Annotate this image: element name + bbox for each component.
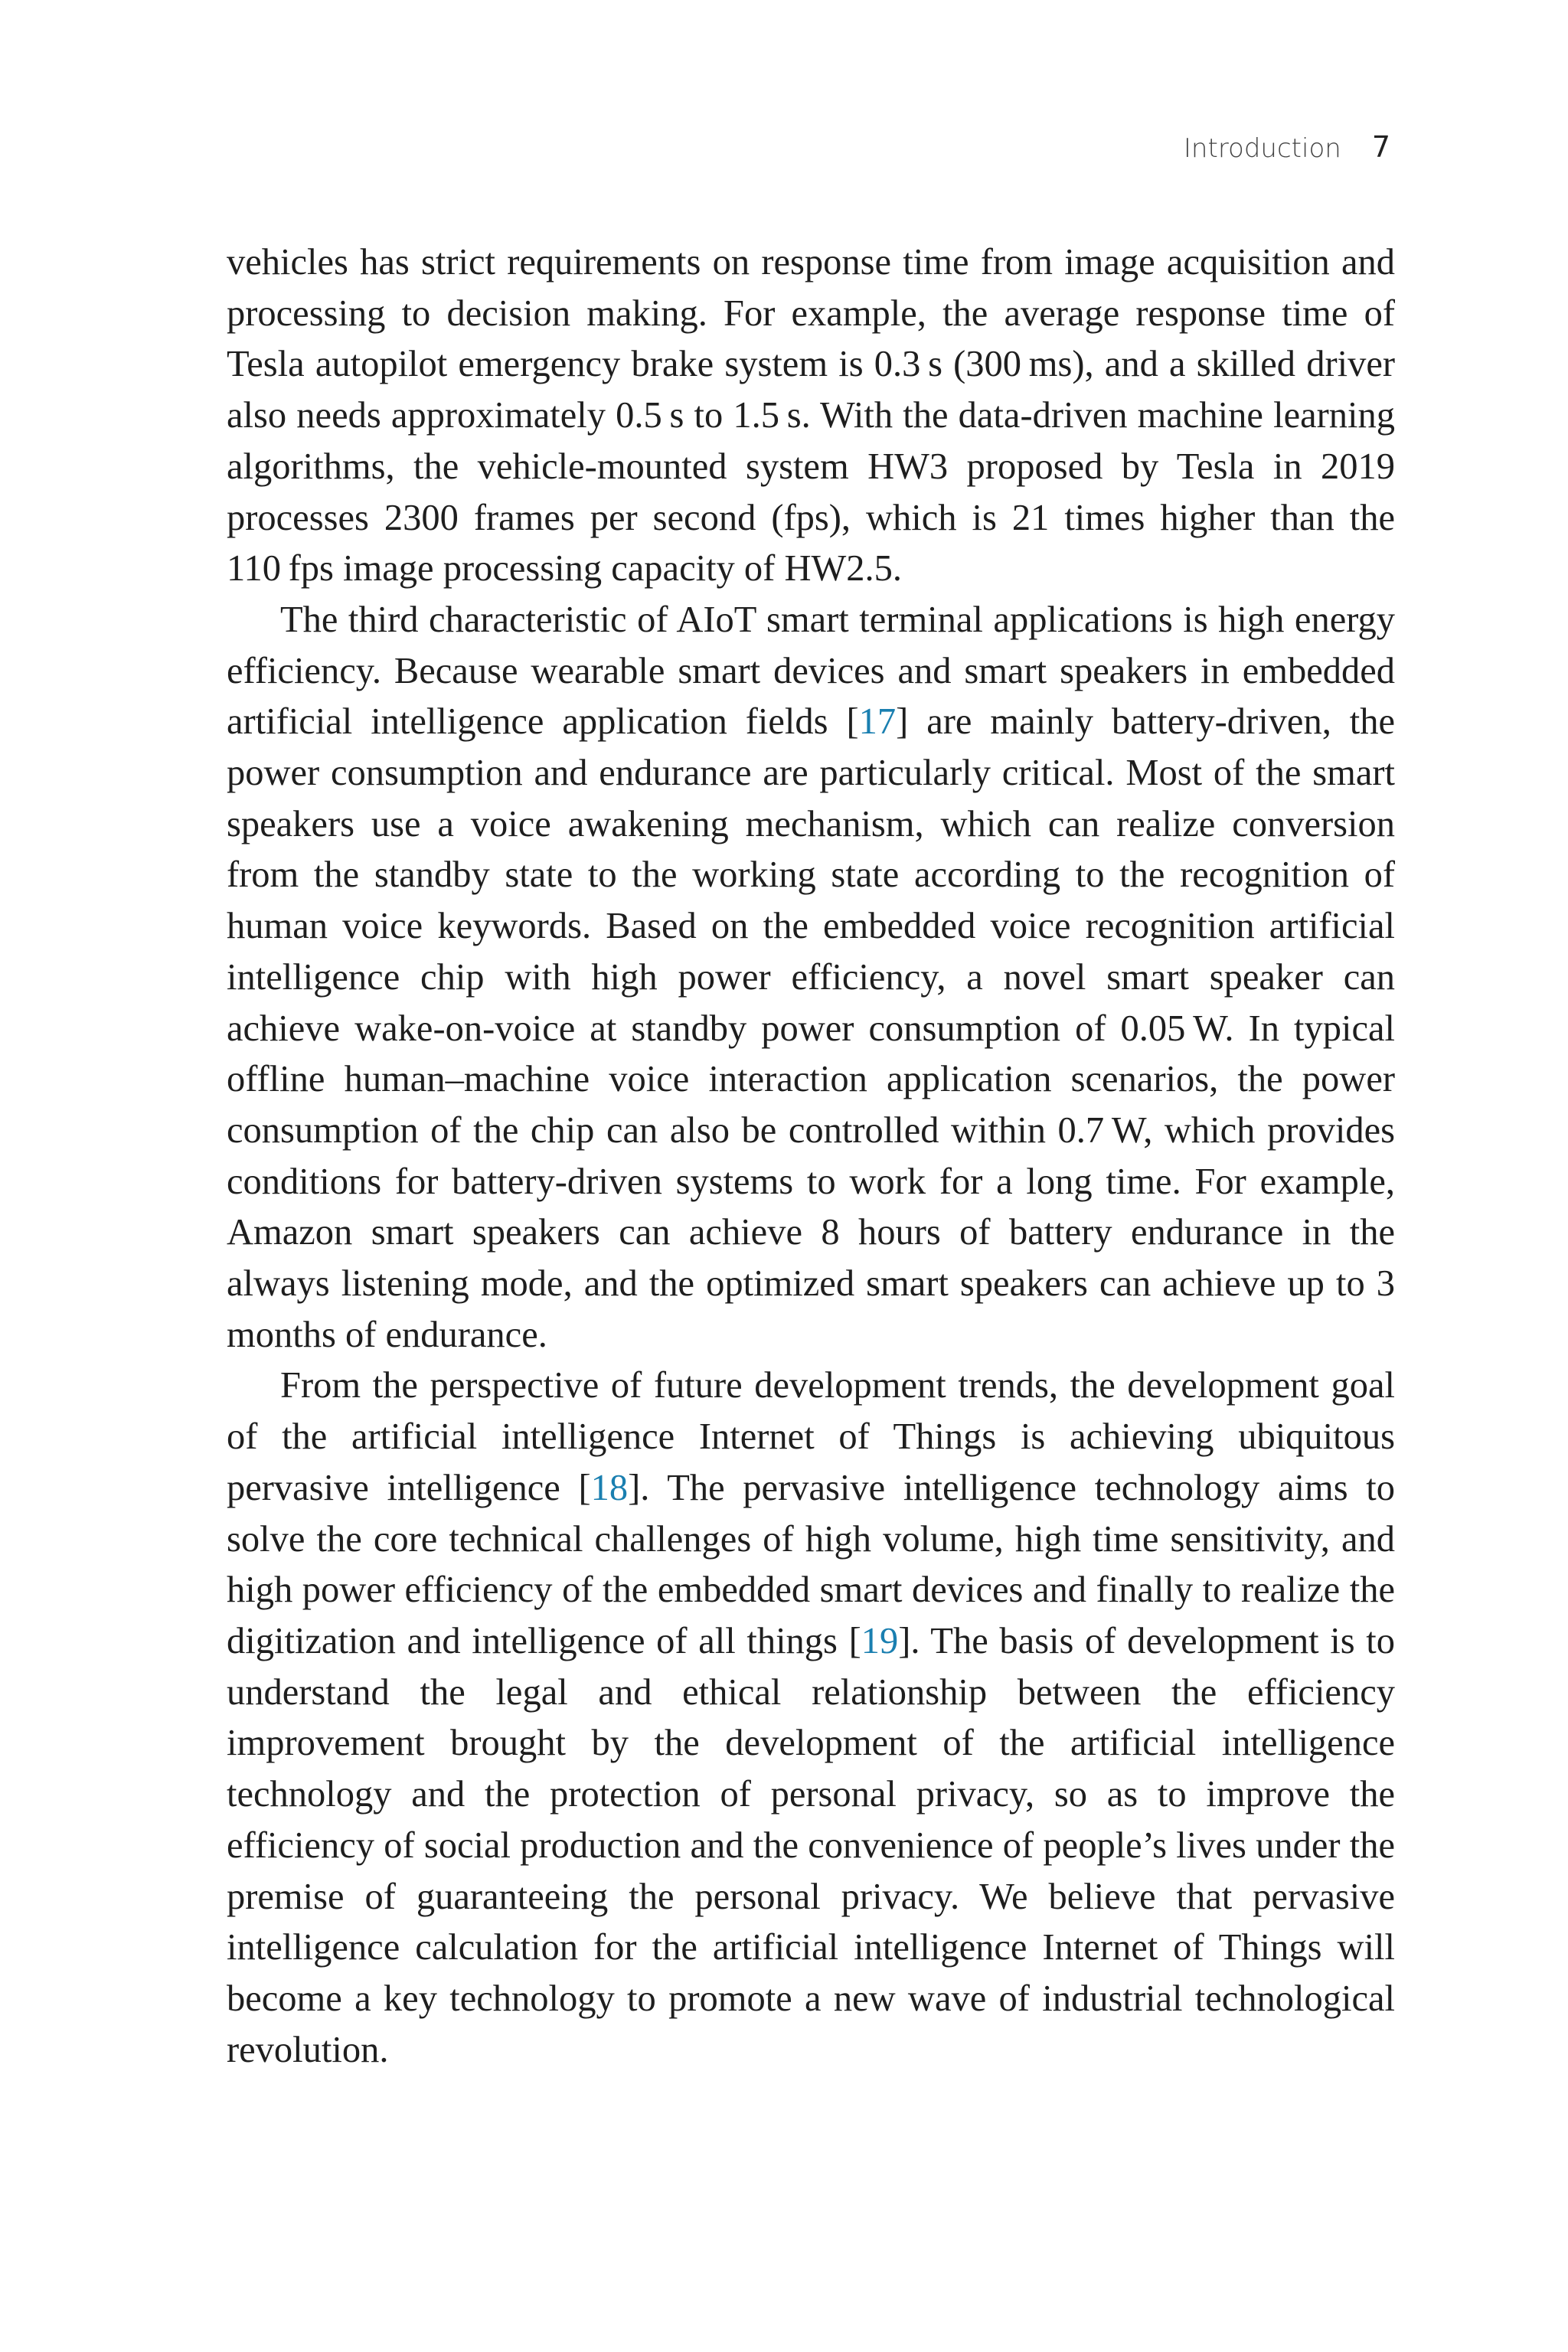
paragraph-text: ]. The basis of development is to understand the legal and ethical relationship between the efficiency improvement brought by the development of the artificial intelligence technology and the protection of personal privacy, so as to improve the efficiency of social production and the convenience of people’s lives under the premise of guaranteeing the personal privacy. We believe that pervasive intelligence calculation for the artificial intelligence Internet of Things will become a key technology to promote a new wave of industrial technological revolution.	[227, 1620, 1396, 2070]
citation-link-18[interactable]: 18	[590, 1467, 629, 1508]
chapter-title: Introduction	[1183, 133, 1341, 164]
paragraph-3	[227, 1361, 1395, 2076]
body-text	[227, 237, 1395, 2076]
citation-link-19[interactable]: 19	[861, 1620, 899, 1661]
paragraph-text: From the perspective of future development trends, the development goal of the artificial intelligence Internet of Things is achieving ubiquitous pervasive intelligence [	[227, 1365, 1395, 1508]
paragraph-text: The third characteristic of AIoT smart terminal applications is high energy efficiency. Because wearable smart devices and smart speakers in embedded artificial intelligence application fields [	[227, 599, 1395, 743]
running-header	[1184, 130, 1390, 164]
page-number: 7	[1371, 130, 1390, 164]
citation-link-17[interactable]: 17	[858, 701, 897, 743]
paragraph-text: vehicles has strict requirements on response time from image acquisition and processing to decision making. For example, the average response time of Tesla autopilot emergency brake system is 0.3 s (300 ms), and a skilled driver also needs approximately 0.5 s to 1.5 s. With the data-driven machine learning algorithms, the vehicle-mounted system HW3 proposed by Tesla in 2019 processes 2300 frames per second (fps), which is 21 times higher than the 110 fps image processing capacity of HW2.5.	[227, 242, 1395, 590]
paragraph-1	[227, 237, 1395, 595]
paragraph-2	[227, 595, 1395, 1361]
paragraph-text: ] are mainly battery-driven, the power consumption and endurance are particularly critical. Most of the smart speakers use a voice awakening mechanism, which can realize conversion from the standby state to the working state according to the recognition of human voice keywords. Based on the embedded voice recognition artificial intelligence chip with high power efficiency, a novel smart speaker can achieve wake-on-voice at standby power consumption of 0.05 W. In typical offline human–machine voice interaction application scenarios, the power consumption of the chip can also be controlled within 0.7 W, which provides conditions for battery-driven systems to work for a long time. For example, Amazon smart speakers can achieve 8 hours of battery endurance in the always listening mode, and the optimized smart speakers can achieve up to 3 months of endurance.	[227, 701, 1396, 1355]
paragraph-text: ]. The pervasive intelligence technology aims to solve the core technical challenges of high volume, high time sensitivity, and high power efficiency of the embedded smart devices and finally to realize the digitization and intelligence of all things [	[227, 1467, 1395, 1661]
